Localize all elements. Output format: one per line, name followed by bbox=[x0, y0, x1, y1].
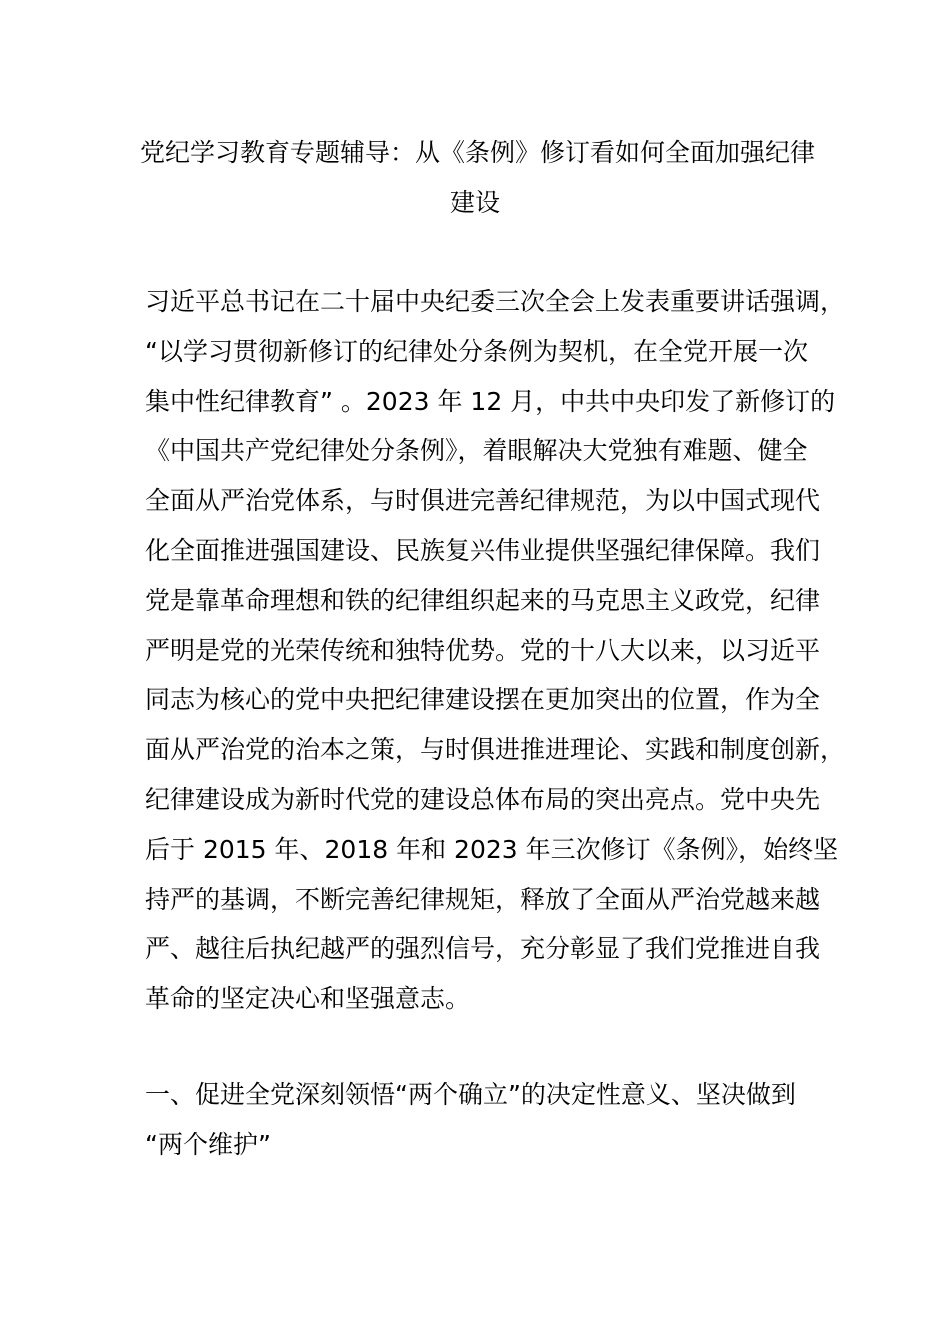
paragraph-line: 集中性纪律教育” 。2023 年 12 月，中共中央印发了新修订的 bbox=[145, 386, 836, 416]
title-line: 建设 bbox=[449, 188, 500, 217]
section-heading-line: “两个维护” bbox=[145, 1129, 271, 1159]
paragraph-line: “以学习贯彻新修订的纪律处分条例为契机，在全党开展一次 bbox=[145, 336, 808, 366]
paragraph-line: 纪律建设成为新时代党的建设总体布局的突出亮点。党中央先 bbox=[145, 784, 821, 814]
paragraph-line: 严、越往后执纪越严的强烈信号，充分彰显了我们党推进自我 bbox=[145, 934, 821, 964]
paragraph-line: 革命的坚定决心和坚强意志。 bbox=[145, 984, 471, 1014]
paragraph-line: 《中国共产党纪律处分条例》，着眼解决大党独有难题、健全 bbox=[145, 436, 808, 466]
paragraph-line: 严明是党的光荣传统和独特优势。党的十八大以来，以习近平 bbox=[145, 635, 821, 665]
title-line: 党纪学习教育专题辅导：从《条例》修订看如何全面加强纪律 bbox=[140, 138, 816, 167]
paragraph-line: 后于 2015 年、2018 年和 2023 年三次修订《条例》，始终坚 bbox=[145, 834, 839, 864]
intro-paragraph bbox=[145, 277, 846, 1024]
paragraph-line: 持严的基调，不断完善纪律规矩，释放了全面从严治党越来越 bbox=[145, 884, 821, 914]
paragraph-line: 同志为核心的党中央把纪律建设摆在更加突出的位置，作为全 bbox=[145, 685, 821, 715]
document-title bbox=[140, 128, 816, 228]
section-heading bbox=[145, 1070, 835, 1170]
section-heading-line: 一、促进全党深刻领悟“两个确立”的决定性意义、坚决做到 bbox=[145, 1080, 796, 1109]
paragraph-line: 党是靠革命理想和铁的纪律组织起来的马克思主义政党，纪律 bbox=[145, 585, 821, 615]
paragraph-line: 习近平总书记在二十届中央纪委三次全会上发表重要讲话强调， bbox=[145, 287, 846, 316]
paragraph-line: 全面从严治党体系，与时俱进完善纪律规范，为以中国式现代 bbox=[145, 486, 821, 516]
paragraph-line: 面从严治党的治本之策，与时俱进推进理论、实践和制度创新， bbox=[145, 735, 846, 765]
paragraph-line: 化全面推进强国建设、民族复兴伟业提供坚强纪律保障。我们 bbox=[145, 535, 821, 565]
